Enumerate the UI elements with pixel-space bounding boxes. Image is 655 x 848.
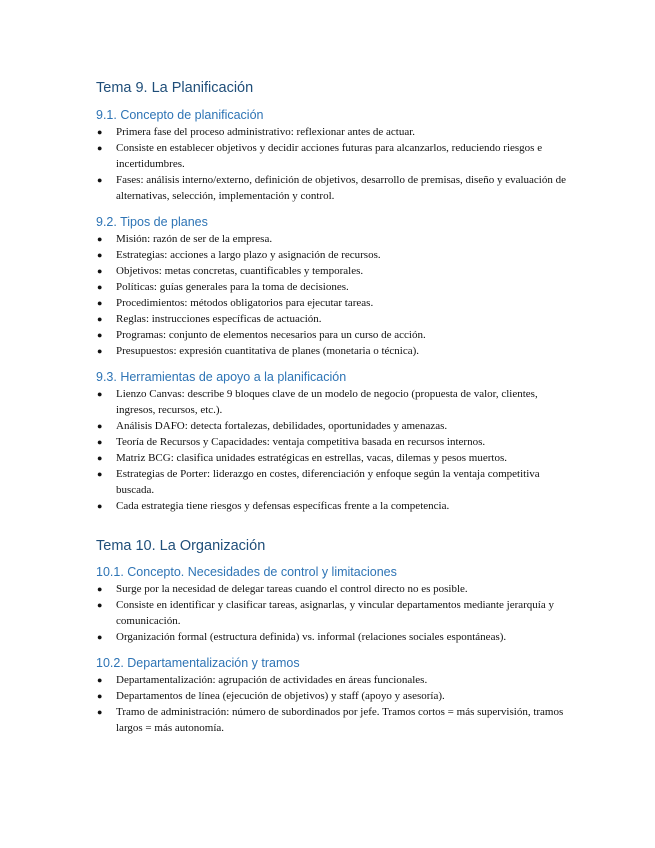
list-item: ● Primera fase del proceso administrativo: reflexionar antes de actuar. [97, 126, 416, 138]
list-item: ● Objetivos: metas concretas, cuantificables y temporales. [97, 265, 364, 277]
list-item: ● Consiste en establecer objetivos y decidir acciones futuras para alcanzarlos, reduciendo riesgos e incertidumbres. [97, 142, 543, 170]
bullet-icon: ● [97, 234, 103, 244]
bullet-icon: ● [97, 250, 103, 260]
bullet-icon: ● [97, 127, 103, 137]
list-item: ● Procedimientos: métodos obligatorios para ejecutar tareas. [97, 297, 374, 309]
bullet-icon: ● [97, 632, 103, 642]
section-10-1-heading: 10.1. Concepto. Necesidades de control y limitaciones [96, 565, 397, 579]
list-item: ● Políticas: guías generales para la toma de decisiones. [97, 281, 349, 293]
tema-9-heading: Tema 9. La Planificación [96, 80, 254, 96]
tema-10-heading: Tema 10. La Organización [96, 538, 266, 554]
bullet-icon: ● [97, 266, 103, 276]
bullet-icon: ● [97, 282, 103, 292]
bullet-icon: ● [97, 346, 103, 356]
bullet-icon: ● [97, 469, 103, 479]
list-item: ● Consiste en identificar y clasificar tareas, asignarlas, y vincular departamentos mediante jerarquía y comunicación. [97, 599, 554, 627]
list-item: ● Reglas: instrucciones específicas de actuación. [97, 313, 322, 325]
bullet-icon: ● [97, 707, 103, 717]
bullet-icon: ● [97, 600, 103, 610]
list-item: ● Matriz BCG: clasifica unidades estratégicas en estrellas, vacas, dilemas y pesos muertos. [97, 452, 507, 464]
bullet-icon: ● [97, 421, 103, 431]
bullet-icon: ● [97, 437, 103, 447]
list-item: ● Misión: razón de ser de la empresa. [97, 233, 273, 245]
list-item: ● Tramo de administración: número de subordinados por jefe. Tramos cortos = más supervisión, tramos largos = más autonomía. [97, 706, 564, 734]
bullet-icon: ● [97, 314, 103, 324]
section-9-3-heading: 9.3. Herramientas de apoyo a la planificación [96, 370, 347, 384]
section-10-2-list [96, 672, 595, 736]
section-9-3-list [96, 386, 595, 514]
list-item: ● Departamentalización: agrupación de actividades en áreas funcionales. [97, 674, 428, 686]
list-item: ● Lienzo Canvas: describe 9 bloques clave de un modelo de negocio (propuesta de valor, clientes, ingresos, recursos, etc.). [97, 388, 538, 416]
list-item: ● Surge por la necesidad de delegar tareas cuando el control directo no es posible. [97, 583, 468, 595]
list-item: ● Estrategias de Porter: liderazgo en costes, diferenciación y enfoque según la ventaja competitiva buscada. [97, 468, 540, 496]
section-10-1-list [96, 581, 595, 645]
list-item: ● Cada estrategia tiene riesgos y defensas específicas frente a la competencia. [97, 500, 450, 512]
list-item: ● Presupuestos: expresión cuantitativa de planes (monetaria o técnica). [97, 345, 420, 357]
bullet-icon: ● [97, 389, 103, 399]
list-item: ● Estrategias: acciones a largo plazo y asignación de recursos. [97, 249, 381, 261]
bullet-icon: ● [97, 584, 103, 594]
bullet-icon: ● [97, 143, 103, 153]
bullet-icon: ● [97, 501, 103, 511]
list-item: ● Fases: análisis interno/externo, definición de objetivos, desarrollo de premisas, diseño y evaluación de alternativas, selección, implementación y control. [97, 174, 566, 202]
list-item: ● Programas: conjunto de elementos necesarios para un curso de acción. [97, 329, 426, 341]
list-item: ● Organización formal (estructura definida) vs. informal (relaciones sociales espontáneas). [97, 631, 507, 643]
section-9-1-heading: 9.1. Concepto de planificación [96, 108, 264, 122]
bullet-icon: ● [97, 330, 103, 340]
section-9-2-list [96, 231, 595, 359]
bullet-icon: ● [97, 453, 103, 463]
bullet-icon: ● [97, 675, 103, 685]
list-item: ● Departamentos de línea (ejecución de objetivos) y staff (apoyo y asesoría). [97, 690, 445, 702]
list-item: ● Teoría de Recursos y Capacidades: ventaja competitiva basada en recursos internos. [97, 436, 486, 448]
bullet-icon: ● [97, 175, 103, 185]
list-item: ● Análisis DAFO: detecta fortalezas, debilidades, oportunidades y amenazas. [97, 420, 448, 432]
section-9-2-heading: 9.2. Tipos de planes [96, 215, 208, 229]
section-10-2-heading: 10.2. Departamentalización y tramos [96, 656, 300, 670]
bullet-icon: ● [97, 691, 103, 701]
bullet-icon: ● [97, 298, 103, 308]
section-9-1-list [96, 124, 595, 204]
